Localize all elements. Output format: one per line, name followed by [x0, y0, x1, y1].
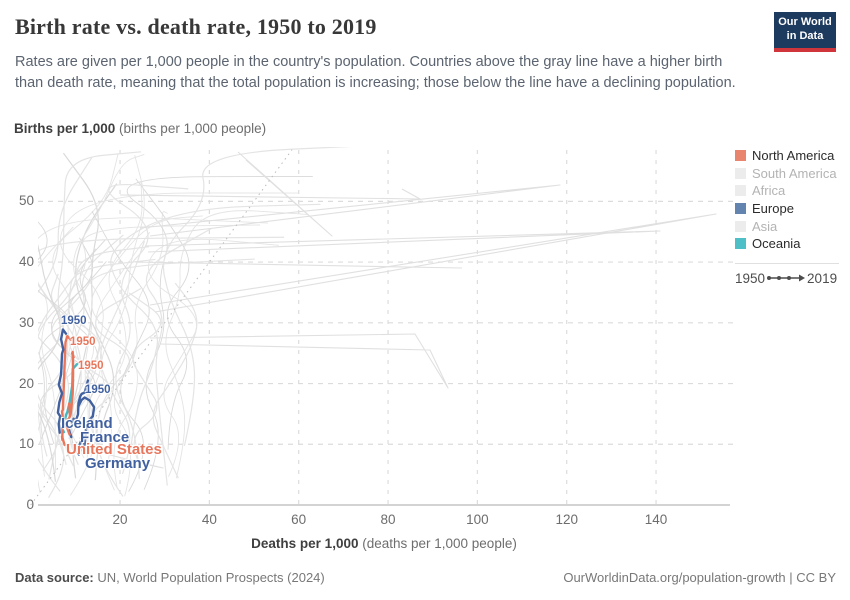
timeline-start-year: 1950 [735, 270, 766, 286]
x-tick-120: 120 [555, 512, 578, 527]
legend-swatch-icon [735, 238, 746, 249]
year-label-1: 1950 [61, 315, 87, 327]
chart-subtitle: Rates are given per 1,000 people in the country's population. Countries above the gray line have a higher birth than death rate, meaning that the total population is increasing; those below the line have a declining population. [15, 54, 736, 91]
legend-item-label: North America [752, 148, 835, 164]
legend-swatch-icon [735, 168, 746, 179]
x-tick-140: 140 [644, 512, 668, 527]
legend [735, 147, 847, 286]
x-axis-title-bold: Deaths per 1,000 [251, 536, 359, 551]
legend-item-label: Africa [752, 183, 786, 199]
y-axis-title-bold: Births per 1,000 [14, 121, 116, 136]
year-label-3: 1950 [78, 360, 104, 372]
x-tick-80: 80 [380, 512, 396, 527]
legend-item-asia[interactable] [735, 217, 847, 235]
legend-item-oceania[interactable] [735, 235, 847, 253]
legend-items [735, 147, 847, 253]
country-label-united-states[interactable]: United States [66, 441, 162, 458]
country-label-germany[interactable]: Germany [85, 455, 151, 472]
country-label-france[interactable]: France [80, 429, 130, 446]
legend-swatch-icon [735, 203, 746, 214]
y-axis-title-rest: (births per 1,000 people) [115, 121, 267, 136]
legend-divider [735, 263, 839, 264]
x-axis-title [251, 536, 517, 551]
x-tick-40: 40 [201, 512, 217, 527]
legend-item-label: Asia [752, 218, 778, 234]
country-label-iceland[interactable]: Iceland [61, 415, 113, 432]
year-label-4: 1950 [85, 384, 111, 396]
x-axis-title-rest: (deaths per 1,000 people) [358, 536, 517, 551]
legend-swatch-icon [735, 221, 746, 232]
legend-item-south-america[interactable] [735, 165, 847, 183]
timeline-arrow-icon [766, 273, 806, 283]
y-tick-10: 10 [18, 436, 34, 452]
legend-item-north-america[interactable] [735, 147, 847, 165]
x-tick-100: 100 [466, 512, 489, 527]
x-tick-60: 60 [291, 512, 307, 527]
timeline-indicator [735, 271, 847, 286]
y-tick-50: 50 [18, 193, 34, 209]
legend-item-label: South America [752, 165, 837, 181]
timeline-end-year: 2019 [807, 270, 838, 286]
y-tick-20: 20 [18, 375, 34, 391]
x-tick-20: 20 [112, 512, 128, 527]
y-tick-40: 40 [18, 254, 34, 270]
data-source-text: UN, World Population Prospects (2024) [93, 570, 325, 585]
data-source-label: Data source: [15, 570, 94, 585]
data-source [15, 570, 325, 585]
legend-item-label: Oceania [752, 236, 801, 252]
legend-swatch-icon [735, 185, 746, 196]
citation-link[interactable]: OurWorldinData.org/population-growth | CC BY [563, 570, 836, 585]
year-label-2: 1950 [70, 336, 96, 348]
y-tick-0: 0 [26, 497, 34, 512]
legend-item-europe[interactable] [735, 200, 847, 218]
owid-logo-line2: in Data [786, 30, 824, 42]
legend-item-label: Europe [752, 201, 794, 217]
legend-swatch-icon [735, 150, 746, 161]
y-tick-30: 30 [18, 314, 34, 330]
chart-title: Birth rate vs. death rate, 1950 to 2019 [15, 14, 377, 39]
legend-item-africa[interactable] [735, 182, 847, 200]
owid-logo-line1: Our World [778, 16, 832, 29]
